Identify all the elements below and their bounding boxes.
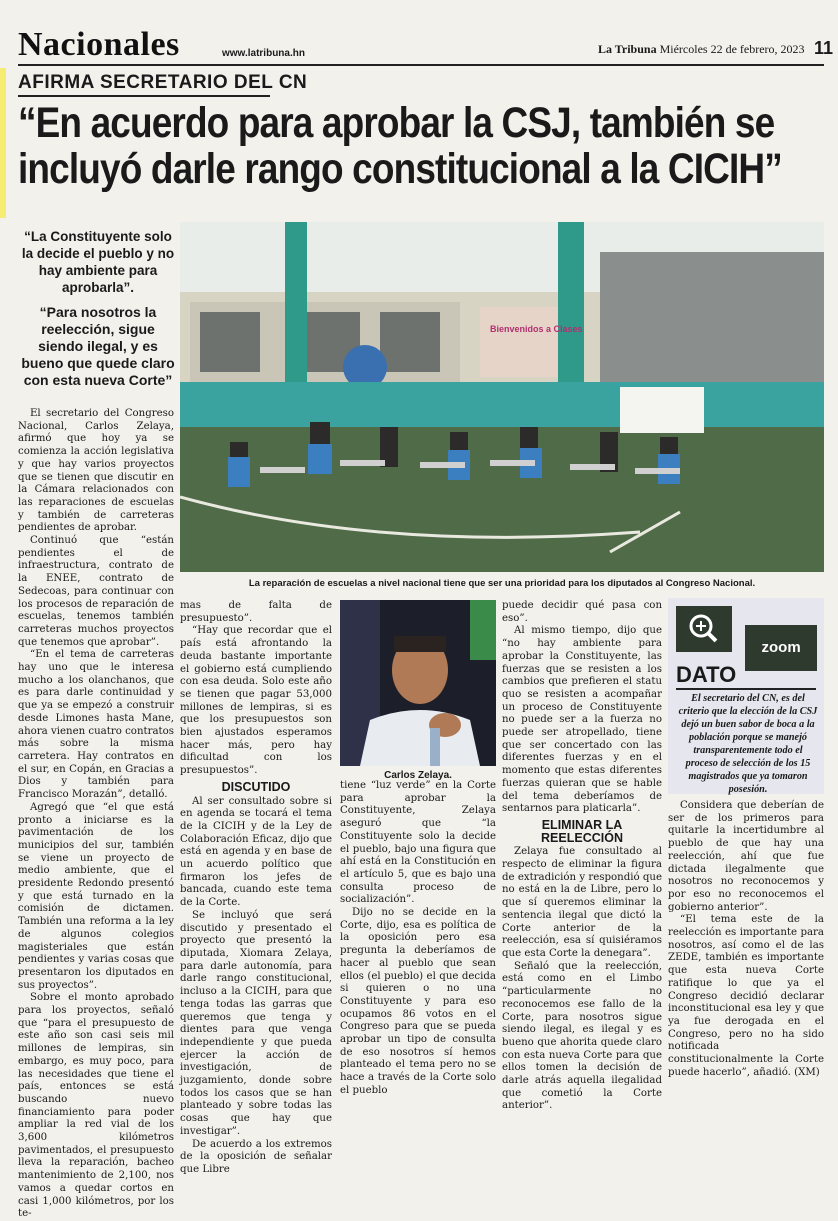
portrait-photo: [340, 600, 496, 766]
portrait-caption: Carlos Zelaya.: [384, 770, 452, 781]
paragraph: Continuó que “están pendientes el de infraestructura, contrato de la ENEE, contrato de Sedecoas, para continuar con los procesos de reparación de escuelas, tenemos también carreteras muchos proyectos que tenemos que aprobar”.: [18, 535, 174, 648]
page-number: 11: [814, 38, 834, 58]
section-title: Nacionales: [18, 26, 180, 63]
paragraph: puede decidir qué pasa con eso”.: [502, 600, 662, 624]
article-column-2: [180, 600, 332, 1177]
photo-caption: La reparación de escuelas a nivel nacional tiene que ser una prioridad para los diputados al Congreso Nacional.: [248, 578, 756, 589]
article-column-3: [340, 780, 496, 1098]
headline: “En acuerdo para aprobar la CSJ, también se incluyó darle rango constitucional a la CICIH”: [18, 99, 782, 193]
dato-text: El secretario del CN, es del criterio que la elección de la CSJ dejó un buen sabor de boca a la población porque se manejó transparentemente todo el proceso de selección de los 15 magistrados que ya tomaron posesión.: [678, 693, 818, 795]
zoom-label-button[interactable]: zoom: [745, 625, 817, 671]
kicker: AFIRMA SECRETARIO DEL CN: [18, 72, 308, 93]
paragraph: Al mismo tiempo, dijo que “no hay ambiente para aprobar la Constituyente, las fuerzas que se resisten a los cambios que prefieren el statu quo se resisten a acompañar un proceso de Constituyente no puede ser a la fuerza no puede ser atropellado, tiene que ser concertado con las diferentes fuerzas y en el momento que estas diferentes fuerzas quieran que se hable del tema deberíamos de sentarnos para platicarla”.: [502, 625, 662, 815]
header-rule: [18, 64, 824, 66]
article-column-5: [668, 800, 824, 1079]
article-column-1: [18, 408, 174, 1221]
pull-quote-reeleccion: “Para nosotros la reelección, sigue siendo ilegal, y es bueno que quede claro con esta nueva Corte”: [21, 304, 175, 388]
subhead-eliminar-reeleccion: ELIMINAR LA REELECCIÓN: [541, 817, 623, 845]
portrait-illustration: [340, 600, 496, 766]
magnifier-button[interactable]: [676, 606, 732, 652]
article-column-4: [502, 600, 662, 1113]
paragraph: tiene “luz verde” en la Corte para aprobar la Constituyente, Zelaya aseguró que “la Constituyente solo la decide el pueblo, bajo una figura que ahí está en la Constitución en el artículo 5, que es bajo una consulta proceso de socialización”.: [340, 780, 496, 906]
paragraph: Señaló que la reelección, está como en el Limbo “particularmente no reconocemos ese fallo de la Corte, para nosotros sigue siendo ilegal, es ilegal y es bueno que ahorita quede claro con esta nueva Corte para que ellos tomen la decisión de darle atrás aquella ilegalidad que cometió la Corte anterior”.: [502, 960, 662, 1112]
highlighter-mark: [0, 68, 6, 218]
paragraph: Agregó que “el que está pronto a iniciarse es la pavimentación de los municipios del sur, también se viene un proyecto de medio ambiente, que el presidente Redondo presentó y que está turnado en la comisión de dictamen. También una reforma a la ley de algunos colegios magisteriales que están pendientes y varias cosas que presentaron los diputados en sus proyectos”.: [18, 801, 174, 991]
masthead: [598, 42, 805, 57]
paragraph: Considera que deberían de ser de los primeros para quitarle la incertidumbre al pueblo de que hay una reelección, ahí que fue dictada ilegalmente que nosotros no reconocemos y por eso no reconocemos el gobierno anterior”.: [668, 800, 824, 913]
paragraph: Sobre el monto aprobado para los proyectos, señaló que “para el presupuesto de este año son casi seis mil millones de lempiras, sin embargo, es muy poco, para las necesidades que tiene el país, entonces se está buscando nuevo financiamiento para poder ampliar la red vial de los 3,600 kilómetros pavimentados, el presupuesto lleva la reparación, bacheo mantenimiento de 2,100, nos vamos a quedar cortos en casi 1,000 kilómetros, por los te-: [18, 992, 174, 1220]
paragraph: De acuerdo a los extremos de la oposición de señalar que Libre: [180, 1138, 332, 1175]
paragraph: “El tema este de la reelección es importante para nosotros, así como el de las ZEDE, también es importante que esta nueva Corte ratifique lo que ya el Congreso decidió declarar inconstitucional esa ley y que ya fue derogada en el Congreso, pero no ha sido notificada constitucionalmente la Corte puede hacerlo”, añadió. (XM): [668, 914, 824, 1078]
school-repair-photo: [180, 222, 824, 572]
dato-title: DATO: [676, 662, 737, 687]
paragraph: Se incluyó que será discutido y presentado el proyecto que presentó la diputada, Xiomara Zelaya, para darle autonomía, para darle rango constitucional, incluso a la CICIH, para que tenga todas las garras que queremos que tenga y dientes para que venga independiente y que pueda ejercer la acción de investigación, de juzgamiento, donde sobre todos los casos que se han planteado y sobre todas las cosas que hay que investigar”.: [180, 909, 332, 1137]
paragraph: Zelaya fue consultado al respecto de eliminar la figura de extradición y respondió que no está en la de Libre, pero lo que sí queremos eliminar la sentencia ilegal que dictó la Corte anterior de la reelección, esa sí quisiéramos que esta Corte la denegara”.: [502, 846, 662, 959]
site-url[interactable]: www.latribuna.hn: [222, 48, 305, 59]
mural-text: Bienvenidos a Clases: [490, 324, 583, 334]
paragraph: Dijo no se decide en la Corte, dijo, esa es política de la oposición pero esa pregunta la deberíamos de hacer al pueblo que sean ellos (el pueblo) el que decida si quieren o no una Constituyente y para eso ocupamos 86 votos en el Congreso para que se pueda aprobar un tipo de consulta de eso nosotros sí hemos planteado el tema pero no se hace a través de la Corte solo el pueblo: [340, 907, 496, 1096]
pull-quote-constituyente: “La Constituyente solo la decide el pueblo y no hay ambiente para aprobarla”.: [21, 229, 175, 295]
classroom-yard-illustration: [180, 222, 824, 572]
dato-rule: [676, 688, 816, 690]
paragraph: mas de falta de presupuesto”.: [180, 600, 332, 624]
subhead-discutido: DISCUTIDO: [221, 779, 291, 794]
kicker-underline: [18, 95, 270, 97]
paragraph: Al ser consultado sobre si en agenda se tocará el tema de la CICIH y de la Ley de Colaboración Eficaz, dijo que está en agenda y en base de un acuerdo político que firmaron los jefes de bancada, cuando este tema de la Corte.: [180, 795, 332, 909]
paper-name: La Tribuna: [598, 42, 657, 56]
paragraph: “En el tema de carreteras hay uno que le interesa mucho a los olanchanos, que es para darle continuidad y que ya se empezó a construir desde Limones hasta Mane, ahora vienen cuatro contratos más sobre la misma carretera. Hay contratos en el sur, en Copán, en Gracias a Dios y también para Francisco Morazán”, detalló.: [18, 649, 174, 801]
paragraph: “Hay que recordar que el país está afrontando la deuda bastante importante el gobierno está cumpliendo con esa deuda. Solo este año se tienen que pagar 53,000 millones de lempiras, si es que los presupuestos son bien ajustados esperamos hacer más, pero hay dificultad con los presupuestos”.: [180, 625, 332, 777]
zoom-in-icon: [676, 606, 732, 652]
paragraph: El secretario del Congreso Nacional, Carlos Zelaya, afirmó que hoy ya se comienza la acción legislativa y que hay varios proyectos que se tienen que discutir en la Cámara relacionados con las reparaciones de escuelas y también de carreteras pendientes de aprobar.: [18, 408, 174, 534]
issue-date: Miércoles 22 de febrero, 2023: [659, 42, 805, 56]
